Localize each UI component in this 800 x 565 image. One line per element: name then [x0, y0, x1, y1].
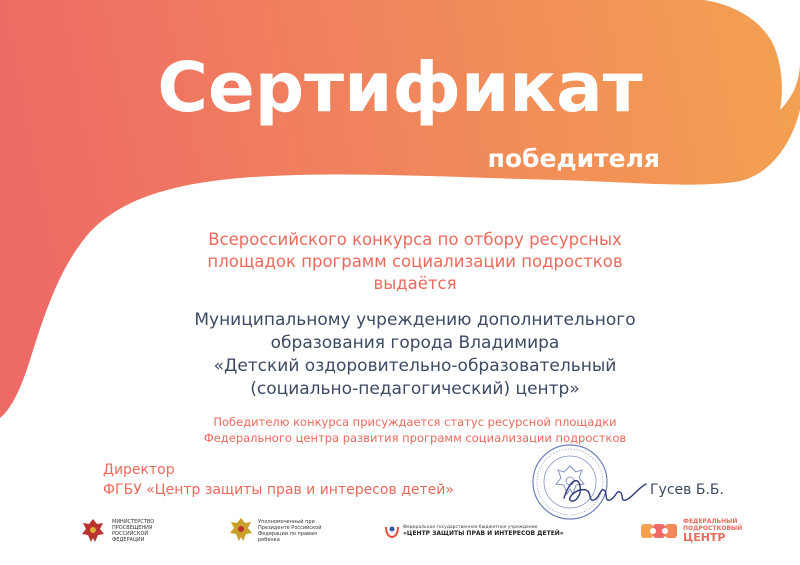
- recipient-line: «Детский оздоровительно-образовательный: [213, 356, 617, 376]
- ombudsman-emblem-icon: [228, 516, 254, 546]
- ministry-logo-line: ФЕДЕРАЦИИ: [112, 537, 145, 543]
- ombudsman-logo-line: Уполномоченный при: [258, 519, 315, 525]
- center-emblem-icon: [384, 523, 400, 539]
- recipient-line: Муниципальному учреждению дополнительного: [194, 310, 636, 330]
- ministry-emblem-icon: [78, 516, 108, 546]
- center-logo: [384, 514, 564, 548]
- ministry-logo-line: ПРОСВЕЩЕНИЯ: [112, 525, 153, 531]
- contest-line: Всероссийского конкурса по отбору ресурсных: [208, 230, 622, 249]
- ministry-logo-line: РОССИЙСКОЙ: [112, 531, 149, 537]
- director-title: Директор: [103, 462, 175, 478]
- ombudsman-logo-line: Президенте Российской: [258, 525, 322, 531]
- contest-line: площадок программ социализации подростков: [207, 252, 623, 271]
- contest-description: [150, 229, 680, 295]
- puzzle-logo-icon: [640, 520, 680, 542]
- center-logo-top: Федеральное государственное бюджетное учреждение: [403, 525, 538, 530]
- ombudsman-logo: [228, 514, 321, 548]
- ministry-logo: [78, 514, 154, 548]
- note-line: Федерального центра развития программ социализации подростков: [203, 431, 627, 445]
- federal-center-line: ФЕДЕРАЛЬНЫЙ: [683, 518, 738, 525]
- recipient-line: (социально-педагогический) центр»: [250, 379, 580, 399]
- center-logo-main: «ЦЕНТР ЗАЩИТЫ ПРАВ И ИНТЕРЕСОВ ДЕТЕЙ»: [403, 530, 564, 537]
- certificate-subtitle: победителя: [487, 144, 660, 173]
- federal-center-logo: [640, 514, 742, 548]
- federal-center-line: ПОДРОСТКОВЫЙ: [683, 525, 743, 532]
- ombudsman-logo-line: ребенка: [258, 537, 280, 543]
- ombudsman-logo-line: Федерации по правам: [258, 531, 317, 537]
- signer-name: Гусев Б.Б.: [650, 482, 724, 498]
- ministry-logo-line: МИНИСТЕРСТВО: [112, 519, 155, 525]
- note-line: Победителю конкурса присуждается статус ресурсной площадки: [213, 415, 617, 429]
- contest-line: выдаётся: [373, 274, 457, 293]
- federal-center-big: ЦЕНТР: [683, 531, 726, 544]
- recipient-block: [130, 309, 700, 401]
- director-signature-icon: [560, 470, 650, 510]
- recipient-line: образования города Владимира: [270, 333, 560, 353]
- director-block: [103, 460, 454, 500]
- director-organization: ФГБУ «Центр защиты прав и интересов детей»: [103, 482, 454, 498]
- certificate-title: Сертификат: [157, 48, 643, 128]
